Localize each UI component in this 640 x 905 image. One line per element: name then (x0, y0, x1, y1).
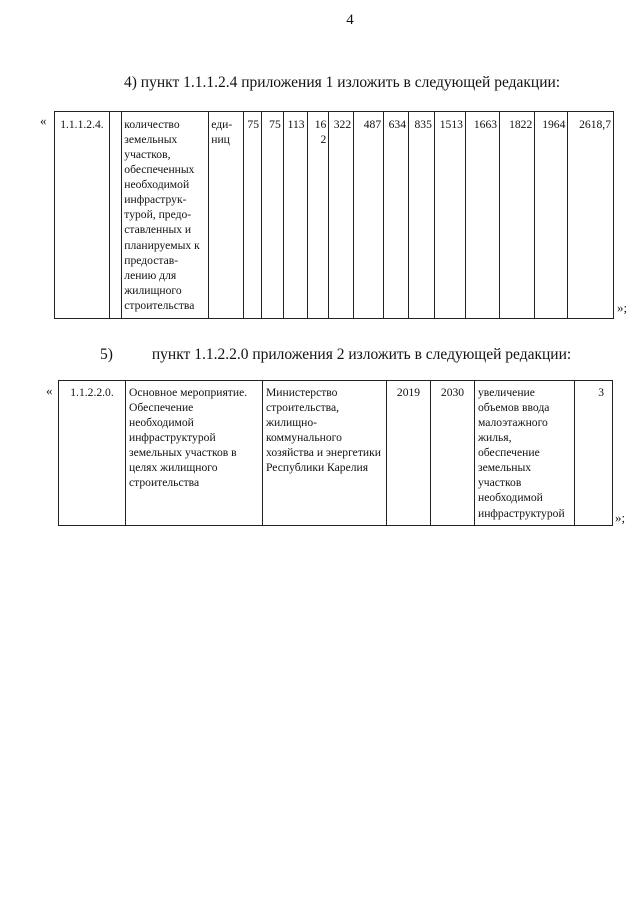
value-cell: 2618,7 (568, 112, 614, 319)
value-cell: 1663 (465, 112, 499, 319)
expected-result: увеличение объемов ввода малоэтажного жилья, обеспечение земельных участков необходимой инфраструктурой (475, 381, 575, 526)
section-4-table (54, 111, 614, 319)
value-cell: 1964 (535, 112, 568, 319)
indicator-ref: 3 (575, 381, 613, 526)
value-cell: 1513 (434, 112, 465, 319)
start-year: 2019 (387, 381, 431, 526)
end-year: 2030 (431, 381, 475, 526)
value-cell: 75 (244, 112, 262, 319)
section-5-table-row (59, 381, 613, 526)
section-5-close-quote: »; (615, 510, 626, 525)
section-4-heading (124, 74, 560, 92)
section-5-number: 5) (100, 346, 113, 363)
value-cell: 75 (262, 112, 284, 319)
section-5-heading (100, 346, 571, 364)
section-5-table (58, 380, 613, 526)
blank-cell (109, 112, 121, 319)
value-cell: 835 (408, 112, 434, 319)
value-cell: 634 (384, 112, 409, 319)
value-cell: 487 (354, 112, 384, 319)
value-cell: 113 (283, 112, 307, 319)
section-4-open-quote: « (40, 113, 47, 128)
section-4-number: 4) (124, 74, 137, 91)
section-4-table-row (55, 112, 614, 319)
section-5-open-quote: « (46, 383, 53, 398)
row-code: 1.1.2.2.0. (59, 381, 126, 526)
executor-name: Министерство строительства, жилищно-коммунального хозяйства и энергетики Республики Карелия (263, 381, 387, 526)
event-name: Основное мероприятие. Обеспечение необходимой инфраструктурой земельных участков в целях жилищного строительства (126, 381, 263, 526)
section-4-close-quote: »; (617, 300, 628, 315)
row-code: 1.1.1.2.4. (55, 112, 110, 319)
page-number: 4 (346, 12, 354, 28)
unit-cell: еди-ниц (209, 112, 244, 319)
value-cell: 162 (307, 112, 329, 319)
indicator-name: количество земельных участков, обеспеченных необходимой инфраструк-турой, предо-ставленных и планируемых к предостав-лению для жилищного строительства (122, 112, 209, 319)
section-5-heading-text: пункт 1.1.2.2.0 приложения 2 изложить в следующей редакции: (151, 346, 572, 363)
section-4-heading-text: пункт 1.1.1.2.4 приложения 1 изложить в следующей редакции: (140, 74, 561, 91)
value-cell: 322 (329, 112, 354, 319)
value-cell: 1822 (500, 112, 535, 319)
